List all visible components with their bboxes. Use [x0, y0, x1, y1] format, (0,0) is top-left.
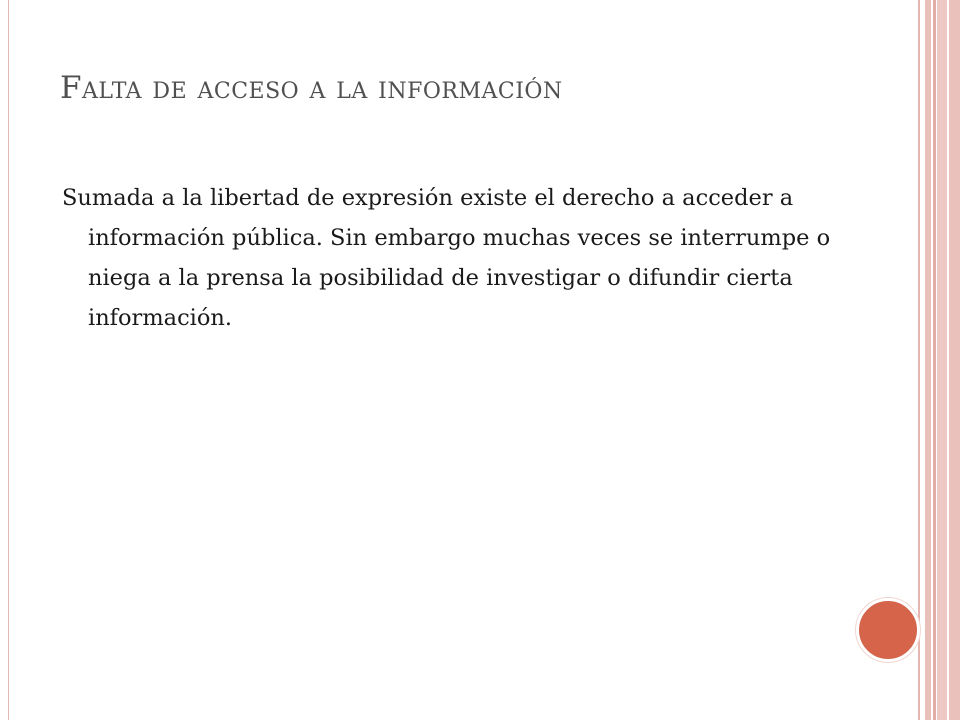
circle-bullet-icon — [856, 598, 920, 662]
slide-body-text: Sumada a la libertad de expresión existe el derecho a acceder a información pública. Sin embargo muchas veces se interrumpe o niega a la prensa la posibilidad de investigar o difundir cierta información. — [62, 185, 831, 331]
decorative-stripe — [918, 0, 920, 720]
decorative-stripe — [933, 0, 936, 720]
left-border-line — [8, 0, 9, 720]
decorative-stripe — [937, 0, 947, 720]
decorative-stripe — [949, 0, 960, 720]
slide-title: Falta de acceso a la información — [60, 70, 563, 106]
